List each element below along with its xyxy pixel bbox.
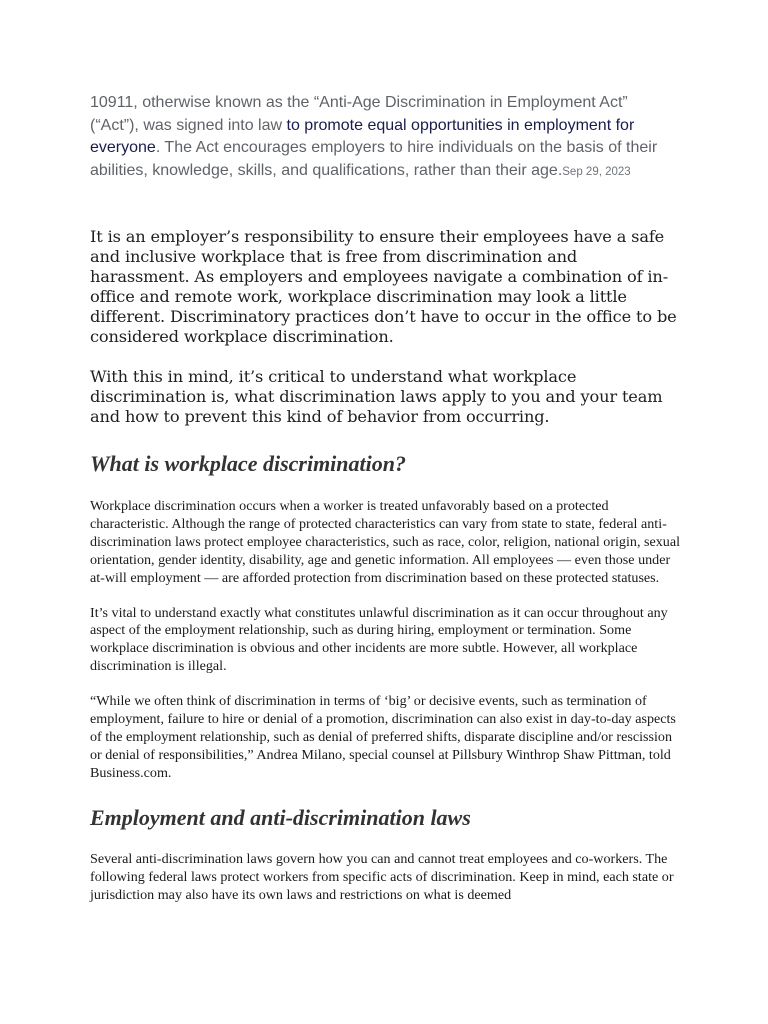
snippet-highlight: to promote equal opportunities in employment for everyone <box>90 116 635 156</box>
search-snippet <box>90 92 680 183</box>
section-1-paragraph-3: “While we often think of discrimination in terms of ‘big’ or decisive events, such as termination of employment, failure to hire or denial of a promotion, discrimination can also exist in day-to-day aspects of the employment relationship, such as denial of preferred shifts, disparate discipline and/or rescission or denial of responsibilities,” Andrea Milano, special counsel at Pillsbury Winthrop Shaw Pittman, told Business.com. <box>90 693 676 781</box>
intro-paragraph-1: It is an employer’s responsibility to ensure their employees have a safe and inclusive workplace that is free from discrimination and harassment. As employers and employees navigate a combination of in-office and remote work, workplace discrimination may look a little different. Discriminatory practices don’t have to occur in the office to be considered workplace discrimination. <box>90 227 677 346</box>
section-1-paragraph-2: It’s vital to understand exactly what constitutes unlawful discrimination as it can occur throughout any aspect of the employment relationship, such as during hiring, employment or termination. Some workplace discrimination is obvious and other incidents are more subtle. However, all workplace discrimination is illegal. <box>90 604 668 675</box>
snippet-date: Sep 29, 2023 <box>562 165 631 178</box>
section-heading-anti-discrimination-laws: Employment and anti-discrimination laws <box>90 804 471 830</box>
intro-paragraph-2: With this in mind, it’s critical to understand what workplace discrimination is, what discrimination laws apply to you and your team and how to prevent this kind of behavior from occurring. <box>90 367 663 426</box>
section-2-paragraph-1: Several anti-discrimination laws govern how you can and cannot treat employees and co-workers. The following federal laws protect workers from specific acts of discrimination. Keep in mind, each state or jurisdiction may also have its own laws and restrictions on what is deemed <box>90 850 674 903</box>
snippet-text-before: 10911, otherwise known as the “Anti-Age Discrimination in Employment Act” (“Act”), was signed into law <box>90 94 628 134</box>
document-page <box>90 92 680 904</box>
section-1-paragraph-1: Workplace discrimination occurs when a worker is treated unfavorably based on a protected characteristic. Although the range of protected characteristics can vary from state to state, federal anti-discrimination laws protect employee characteristics, such as race, color, religion, national origin, sexual orientation, gender identity, disability, age and genetic information. All employees — even those under at-will employment — are afforded protection from discrimination based on these protected statuses. <box>90 498 680 586</box>
snippet-text-after: . The Act encourages employers to hire individuals on the basis of their abilities, knowledge, skills, and qualifications, rather than their age. <box>90 139 658 179</box>
section-heading-workplace-discrimination: What is workplace discrimination? <box>90 451 406 476</box>
